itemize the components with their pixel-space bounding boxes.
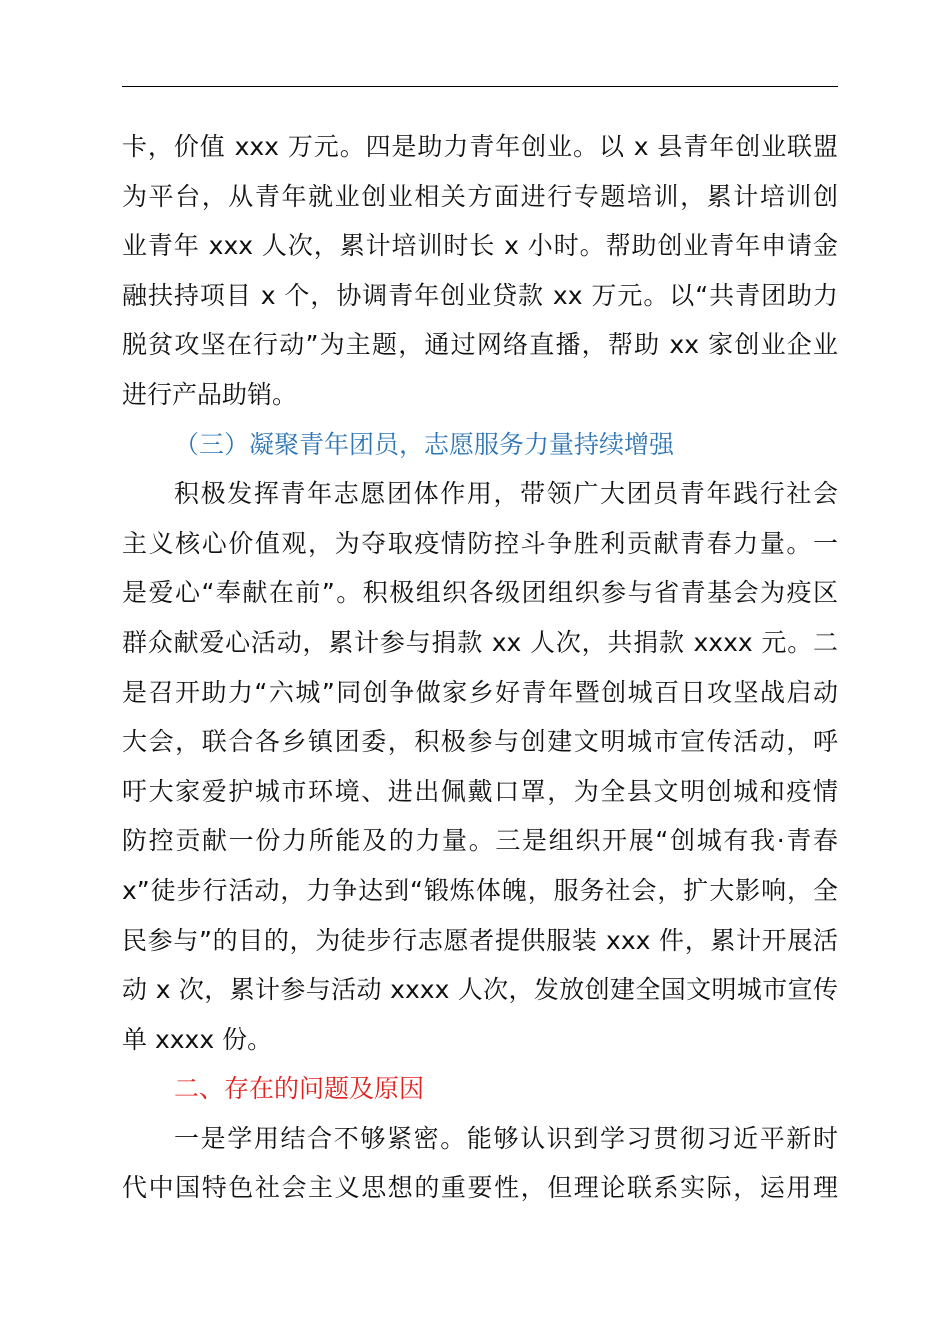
paragraph-problems xyxy=(122,1114,838,1213)
section-heading-2: 二、存在的问题及原因 xyxy=(174,1074,425,1104)
text-line: 主义核心价值观，为夺取疫情防控斗争胜利贡献青春力量。一 xyxy=(122,528,838,558)
text-line: 防控贡献一份力所能及的力量。三是组织开展“创城有我·青春 xyxy=(122,826,838,856)
paragraph-youth-entrepreneurship xyxy=(122,122,838,420)
text-line: x”徒步行活动，力争达到“锻炼体魄，服务社会，扩大影响，全 xyxy=(122,875,838,905)
text-line: 单 xxxx 份。 xyxy=(122,1024,273,1054)
text-line: 代中国特色社会主义思想的重要性，但理论联系实际，运用理 xyxy=(122,1173,838,1203)
text-line: 业青年 xxx 人次，累计培训时长 x 小时。帮助创业青年申请金 xyxy=(122,231,838,261)
text-line: 群众献爱心活动，累计参与捐款 xx 人次，共捐款 xxxx 元。二 xyxy=(122,627,838,657)
text-line: 是爱心“奉献在前”。积极组织各级团组织参与省青基会为疫区 xyxy=(122,578,838,608)
text-line: 一是学用结合不够紧密。能够认识到学习贯彻习近平新时 xyxy=(174,1123,838,1153)
text-line: 是召开助力“六城”同创争做家乡好青年暨创城百日攻坚战启动 xyxy=(122,677,838,707)
text-line: 大会，联合各乡镇团委，积极参与创建文明城市宣传活动，呼 xyxy=(122,727,838,757)
header-rule xyxy=(122,86,838,87)
text-line: 为平台，从青年就业创业相关方面进行专题培训，累计培训创 xyxy=(122,181,838,211)
text-line: 脱贫攻坚在行动”为主题，通过网络直播，帮助 xx 家创业企业 xyxy=(122,330,838,360)
document-body xyxy=(122,122,838,1213)
text-line: 积极发挥青年志愿团体作用，带领广大团员青年践行社会 xyxy=(174,479,838,509)
text-line: 吁大家爱护城市环境、进出佩戴口罩，为全县文明创城和疫情 xyxy=(122,776,838,806)
section-heading-3: （三）凝聚青年团员，志愿服务力量持续增强 xyxy=(174,429,675,459)
text-line: 民参与”的目的，为徒步行志愿者提供服装 xxx 件，累计开展活 xyxy=(122,925,838,955)
text-line: 进行产品助销。 xyxy=(122,379,298,409)
text-line: 融扶持项目 x 个，协调青年创业贷款 xx 万元。以“共青团助力 xyxy=(122,280,838,310)
paragraph-volunteer-service xyxy=(122,469,838,1064)
text-line: 卡，价值 xxx 万元。四是助力青年创业。以 x 县青年创业联盟 xyxy=(122,132,838,161)
text-line: 动 x 次，累计参与活动 xxxx 人次，发放创建全国文明城市宣传 xyxy=(122,975,838,1005)
